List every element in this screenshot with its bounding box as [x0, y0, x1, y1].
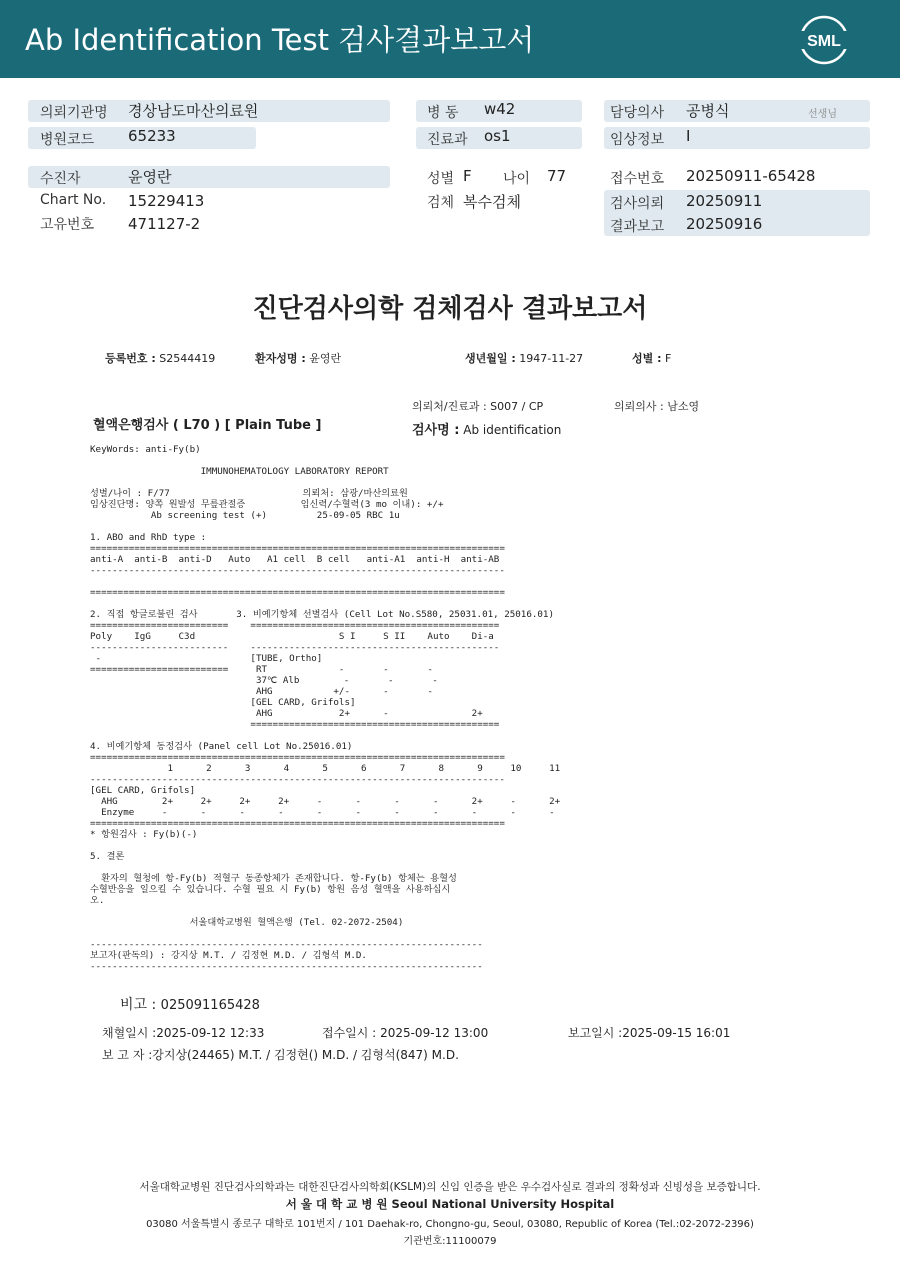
clinical-info-value: I — [686, 127, 691, 145]
report-time-value: 2025-09-15 16:01 — [622, 1026, 731, 1040]
result-report-label: 결과보고 — [610, 219, 665, 235]
ward-label: 병 동 — [427, 105, 459, 121]
department-label: 진료과 — [427, 132, 468, 148]
institution-label: 의뢰기관명 — [40, 105, 108, 121]
report-time-label: 보고일시 : — [568, 1026, 623, 1040]
hospital-address: 03080 서울특별시 종로구 대학로 101번지 / 101 Daehak-ro, Chongno-gu, Seoul, 03080, Republic of Korea (Tel.:02-2072-2396) — [146, 1219, 754, 1230]
institution-number: 기관번호:11100079 — [403, 1236, 497, 1247]
sex-label: 성별 — [427, 171, 455, 187]
dob-value: 1947-11-27 — [519, 352, 584, 365]
age-label: 나이 — [503, 171, 531, 187]
clinical-info-label: 임상정보 — [610, 132, 665, 148]
requester-value: S007 / CP — [490, 400, 544, 413]
report-header-title: Ab Identification Test 검사결과보고서 — [25, 23, 535, 57]
report-sex-line — [632, 350, 671, 366]
patient-row-bg — [28, 166, 390, 188]
receipt-label: 접수일시 : — [322, 1026, 377, 1040]
dob-label: 생년월일 : — [465, 352, 516, 365]
test-request-value: 20250911 — [686, 192, 763, 210]
specimen-value: 복수검체 — [463, 193, 521, 211]
note-label: 비고 : — [120, 997, 157, 1013]
dob-line — [465, 350, 583, 366]
receipt-no-label: 접수번호 — [610, 171, 665, 187]
patient-label: 수진자 — [40, 171, 81, 187]
receipt-line — [322, 1024, 488, 1041]
unique-no-value: 471127-2 — [128, 215, 201, 233]
hospital-name: 서 울 대 학 교 병 원 Seoul National University Hospital — [285, 1197, 615, 1211]
ward-value: w42 — [484, 100, 516, 118]
unique-no-label: 고유번호 — [40, 217, 95, 233]
chart-no-value: 15229413 — [128, 192, 205, 210]
requester-label: 의뢰처/진료과 : — [412, 400, 487, 413]
reporter-value: 강지상(24465) M.T. / 김정현() M.D. / 김형석(847) M.D. — [152, 1048, 459, 1062]
hospital-code-label: 병원코드 — [40, 132, 95, 148]
test-name-line — [412, 419, 561, 438]
requester-line — [412, 398, 543, 414]
certification-text: 서울대학교병원 진단검사의학과는 대한진단검사의학회(KSLM)의 신임 인증을 받은 우수검사실로 결과의 정확성과 신빙성을 보증합니다. — [139, 1181, 761, 1193]
doctor-value: 공병식 — [686, 102, 730, 120]
lab-report-text: KeyWords: anti-Fy(b) IMMUNOHEMATOLOGY LABORATORY REPORT 성별/나이 : F/77 의뢰처: 삼광/마산의료원 임상진단명: 양쪽 원발성 무릎관절증 임신력/수혈력(3 mo 이내): +/+ Ab screening test (+) 25-09-05 RBC 1u 1. ABO and RhD type : =========================================================================== anti-A anti-B anti-D Auto A1 cell B cell anti-A1 anti-H anti-AB --------------------------------------------------------------------------- =========================================================================== 2. 직접 항글로불린 검사 3. 비예기항체 선별검사 (Cell Lot No.S580, 25031.01, 25016.01) ========================= ============================================= Poly IgG C3d S I S II Auto Di-a ------------------------- --------------------------------------------- - [TUBE, Ortho] ========================= RT - - - 37℃ Alb - - - AHG +/- - - [GEL CARD, Grifols] AHG 2+ - 2+ ============================================= 4. 비예기항체 동정검사 (Panel cell Lot No.25016.01) =========================================================================== 1 2 3 4 5 6 7 8 9 10 11 --------------------------------------------------------------------------- [GEL CARD, Grifols] AHG 2+ 2+ 2+ 2+ - - - - 2+ - 2+ Enzyme - - - - - - - - - - - =========================================================================== * 항원검사 : Fy(b)(-) 5. 결론 환자의 혈청에 항-Fy(b) 적혈구 동종항체가 존재합니다. 항-Fy(b) 항체는 용혈성 수혈반응을 일으킬 수 있습니다. 수혈 필요 시 Fy(b) 항원 음성 혈액을 사용하십시 오. 서울대학교병원 혈액은행 (Tel. 02-2072-2504) ----------------------------------------------------------------------- 보고자(판독의) : 강지상 M.T. / 김정현 M.D. / 김형석 M.D. ----------------------------------------------------------------------- — [90, 444, 561, 972]
collect-value: 2025-09-12 12:33 — [156, 1026, 265, 1040]
req-doctor-line — [614, 398, 699, 414]
patient-name-line — [255, 350, 341, 366]
receipt-no-value: 20250911-65428 — [686, 167, 816, 185]
collect-line — [102, 1024, 264, 1041]
specimen-label: 검체 — [427, 195, 455, 211]
reg-no-value: S2544419 — [159, 352, 216, 365]
department-value: os1 — [484, 127, 511, 145]
reporter-label: 보 고 자 : — [102, 1048, 153, 1062]
patient-name-value: 윤영란 — [309, 352, 342, 365]
report-sex-label: 성별 : — [632, 352, 662, 365]
note-value: 025091165428 — [160, 998, 260, 1013]
req-doctor-label: 의뢰의사 : — [614, 400, 664, 413]
report-title: 진단검사의학 검체검사 결과보고서 — [252, 294, 648, 324]
doctor-label: 담당의사 — [610, 105, 665, 121]
sex-value: F — [463, 167, 472, 185]
doctor-suffix: 선생님 — [808, 109, 837, 120]
test-group: 혈액은행검사 ( L70 ) [ Plain Tube ] — [93, 418, 322, 433]
sml-logo — [797, 13, 851, 67]
patient-name-label: 환자성명 : — [255, 352, 306, 365]
reg-no-label: 등록번호 : — [105, 352, 156, 365]
chart-no-label: Chart No. — [40, 192, 107, 208]
req-doctor-value: 남소영 — [667, 400, 700, 413]
logo-text: SML — [807, 33, 841, 50]
hospital-code-value: 65233 — [128, 127, 176, 145]
receipt-value: 2025-09-12 13:00 — [380, 1026, 489, 1040]
test-name-label: 검사명 : — [412, 423, 460, 438]
patient-value: 윤영란 — [128, 168, 172, 186]
report-sex-value: F — [664, 352, 672, 365]
report-time-line — [568, 1024, 730, 1041]
test-request-label: 검사의뢰 — [610, 196, 665, 212]
age-value: 77 — [547, 167, 567, 185]
collect-label: 채혈일시 : — [102, 1026, 157, 1040]
registration-line — [105, 350, 215, 366]
remark-line — [120, 994, 260, 1014]
reporter-line — [102, 1046, 459, 1063]
test-name-value: Ab identification — [463, 423, 562, 437]
institution-value: 경상남도마산의료원 — [128, 102, 259, 120]
result-report-value: 20250916 — [686, 215, 763, 233]
